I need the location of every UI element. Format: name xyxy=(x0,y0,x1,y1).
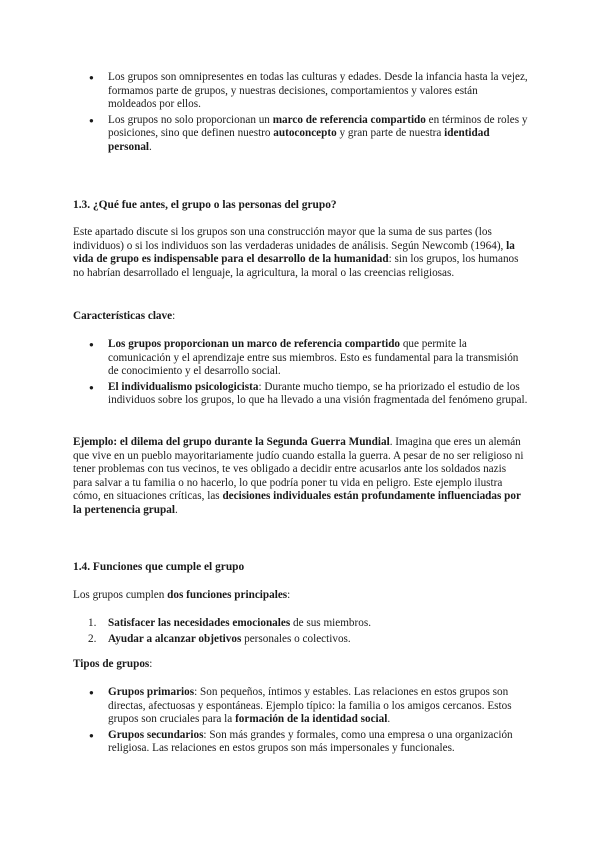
bold-term: identidad personal xyxy=(108,127,490,153)
bullet-text: Los grupos son omnipresentes en todas las culturas y edades. Desde la infancia hasta la vejez, formamos parte de grupos, y nuestras decisiones, comportamientos y valores están moldeados por ellos. xyxy=(108,71,528,111)
caracteristicas-list xyxy=(73,338,528,410)
tipos-list xyxy=(73,686,528,758)
list-item xyxy=(73,71,528,112)
bullet-text: Los grupos no solo proporcionan un xyxy=(108,113,273,126)
subheading-label: Características clave xyxy=(73,310,173,322)
subheading-colon: : xyxy=(149,658,153,670)
bold-term: marco de referencia compartido xyxy=(272,113,426,126)
subheading-label: Tipos de grupos xyxy=(73,658,150,670)
bold-term: autoconcepto xyxy=(273,127,337,140)
list-item xyxy=(73,633,528,647)
paragraph-text: : sin los grupos, los humanos no habrían desarrollado el lenguaje, la agricultura, la moral o las creencias religiosas. xyxy=(73,253,519,279)
bullet-text: : Durante mucho tiempo, se ha priorizado el estudio de los individuos sobre los grupos, lo que ha llevado a una visión fragmentada del fenómeno grupal. xyxy=(108,380,528,407)
section-heading-1-3: 1.3. ¿Qué fue antes, el grupo o las personas del grupo? xyxy=(73,199,337,211)
paragraph-text: . Imagina que eres un alemán que vive en un pueblo mayoritariamente judío cuando estalla la guerra. A pesar de no ser religioso ni tener problemas con tus vecinos, te ves obligado a decidir entre acusarlos ante los soldados nazis para salvar a tu familia o no hacerlo, lo que podría poner tu vida en peligro. Este ejemplo ilustra cómo, en situaciones críticas, las xyxy=(73,436,524,503)
paragraph-text: Este apartado discute si los grupos son una construcción mayor que la suma de sus partes (los individuos) o si los individuos son las verdaderas unidades de análisis. Según Newcomb (1964), xyxy=(73,226,507,252)
list-text: personales o colectivos. xyxy=(241,632,351,645)
bullet-text: y gran parte de nuestra xyxy=(336,127,445,140)
bullet-text: . xyxy=(149,140,152,153)
list-text: de sus miembros. xyxy=(290,617,371,629)
bold-term: Grupos secundarios xyxy=(108,728,204,741)
bold-term: El individualismo psicologicista xyxy=(108,380,259,393)
intro-bullet-list xyxy=(73,71,528,157)
bold-term: Grupos primarios xyxy=(108,686,195,698)
paragraph-text: Los grupos cumplen xyxy=(73,589,168,601)
list-item xyxy=(73,617,528,631)
bullet-text: en términos de roles y posiciones, sino que definen nuestro xyxy=(108,113,528,140)
bold-term: Ayudar a alcanzar objetivos xyxy=(108,632,242,645)
list-number: 2. xyxy=(88,632,97,645)
subheading-tipos xyxy=(73,658,528,672)
list-number: 1. xyxy=(88,617,97,629)
bold-term: la vida de grupo es indispensable para el desarrollo de la humanidad xyxy=(73,239,515,266)
list-item xyxy=(73,381,528,408)
example-paragraph xyxy=(73,436,528,518)
bullet-text: . xyxy=(387,713,391,726)
subheading-caracteristicas xyxy=(73,310,528,324)
paragraph xyxy=(73,589,528,603)
bullet-text: : Son más grandes y formales, como una empresa o una organización religiosa. Las relaciones en estos grupos son más impersonales y funcionales. xyxy=(108,728,513,755)
bullet-text: : Son pequeños, íntimos y estables. Las relaciones en estos grupos son directas, afectuosas y espontáneas. Ejemplo típico: la familia o los amigos cercanos. Estos grupos son cruciales para la xyxy=(108,686,512,726)
paragraph-text: . xyxy=(174,503,178,516)
bold-term: Satisfacer las necesidades emocionales xyxy=(108,617,291,629)
list-item xyxy=(73,686,528,727)
section-heading-1-4: 1.4. Funciones que cumple el grupo xyxy=(73,561,245,573)
bold-term: Ejemplo: el dilema del grupo durante la Segunda Guerra Mundial xyxy=(73,436,390,448)
subheading-colon: : xyxy=(172,310,176,322)
list-item xyxy=(73,114,528,155)
list-item xyxy=(73,338,528,379)
functions-list xyxy=(73,617,528,648)
bullet-text: que permite la comunicación y el aprendizaje entre sus miembros. Esto es fundamental para la transmisión de conocimiento y el desarrollo social. xyxy=(108,338,519,378)
list-item xyxy=(73,729,528,756)
bold-term: decisiones individuales están profundamente influenciadas por la pertenencia grupal xyxy=(73,490,521,516)
bold-term: dos funciones principales xyxy=(167,589,288,601)
paragraph-text: : xyxy=(287,589,291,601)
bold-term: Los grupos proporcionan un marco de referencia compartido xyxy=(108,338,401,350)
bold-term: formación de la identidad social xyxy=(235,713,388,726)
paragraph xyxy=(73,226,528,280)
